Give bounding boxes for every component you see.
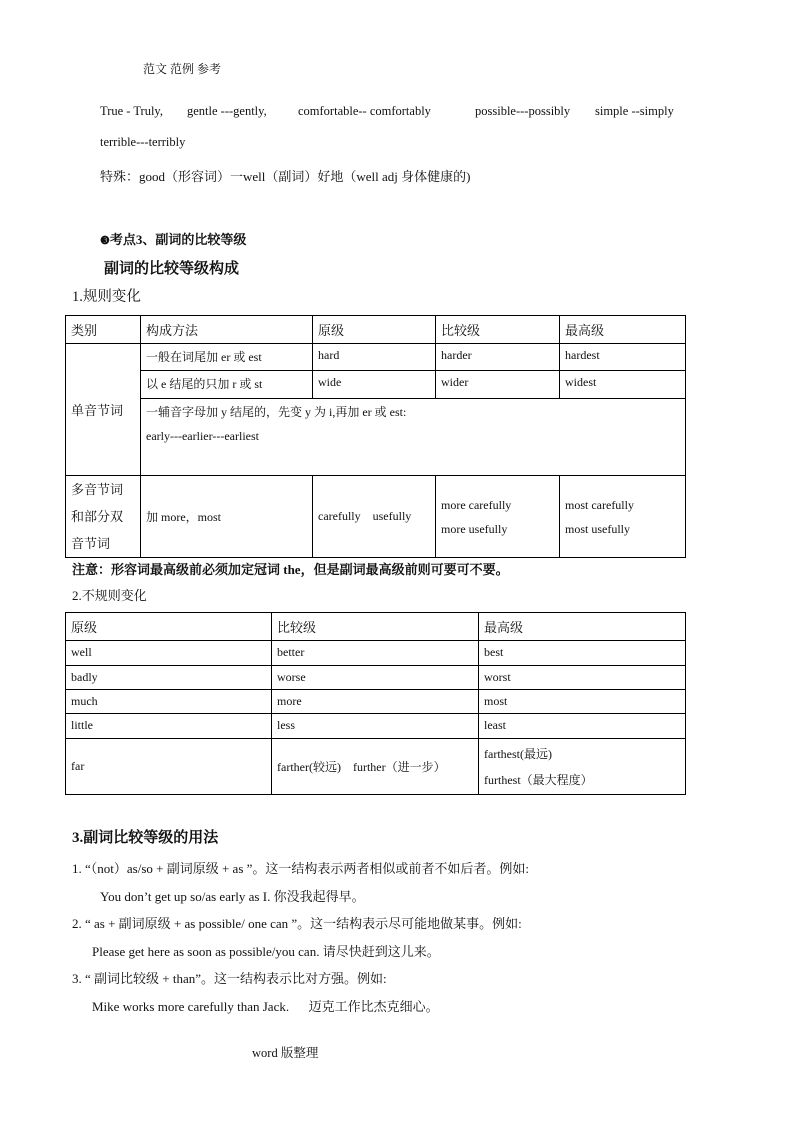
y-rule-example: early---earlier---earliest xyxy=(146,429,260,443)
multi-syllable-label: 多音节词 和部分双 音节词 xyxy=(66,476,141,558)
example-item: gentle ---gently, xyxy=(187,104,267,118)
usage-rule-1: 1. “（not）as/so + 副词原级 + as ”。这一结构表示两者相似或前者不如后者。例如: xyxy=(72,861,530,876)
table-cell: far xyxy=(66,739,272,795)
table-cell: more xyxy=(272,690,479,714)
page-header: 范文 范例 参考 xyxy=(143,62,222,76)
note-text: 注意：形容词最高级前必须加定冠词 the，但是副词最高级前则可要可不要。 xyxy=(72,562,509,577)
example-item: comfortable-- comfortably xyxy=(298,104,431,118)
table-header-cell: 原级 xyxy=(313,316,436,344)
table-cell: well xyxy=(66,641,272,666)
example-item: possible---possibly xyxy=(475,104,571,118)
table-cell: worst xyxy=(479,666,686,690)
table-cell: wide xyxy=(313,371,436,399)
table-cell: best xyxy=(479,641,686,666)
section-3-title: 3.副词比较等级的用法 xyxy=(72,830,219,846)
table-cell: much xyxy=(66,690,272,714)
circled-number-icon: ❸ xyxy=(100,235,110,247)
table-cell: most carefully most usefully xyxy=(560,476,686,558)
table-cell: 以 e 结尾的只加 r 或 st xyxy=(141,371,313,399)
table-cell: carefully usefully xyxy=(313,476,436,558)
table-cell: 一般在词尾加 er 或 est xyxy=(141,344,313,371)
examples-line-2: terrible---terribly xyxy=(100,135,186,149)
table-cell: hardest xyxy=(560,344,686,371)
table-cell: harder xyxy=(436,344,560,371)
table-cell: less xyxy=(272,714,479,739)
section-subtitle: 副词的比较等级构成 xyxy=(104,261,240,277)
table-header-cell: 最高级 xyxy=(479,613,686,641)
table-cell: widest xyxy=(560,371,686,399)
usage-example-2: Please get here as soon as possible/you can. 请尽快赶到这儿来。 xyxy=(92,944,440,959)
usage-example-1: You don’t get up so/as early as I. 你没我起得早。 xyxy=(100,889,365,904)
section-1-title: 1.规则变化 xyxy=(72,289,141,305)
table-cell: farthest(最远) furthest（最大程度） xyxy=(479,739,686,795)
table-cell: least xyxy=(479,714,686,739)
regular-change-table xyxy=(65,315,686,558)
table-header-cell: 原级 xyxy=(66,613,272,641)
table-cell: hard xyxy=(313,344,436,371)
usage-rule-2: 2. “ as + 副词原级 + as possible/ one can ”。这一结构表示尽可能地做某事。例如: xyxy=(72,916,522,931)
special-note: 特殊：good（形容词）一well（副词）好地（well adj 身体健康的) xyxy=(100,169,471,184)
table-header-cell: 类别 xyxy=(66,316,141,344)
table-cell: badly xyxy=(66,666,272,690)
irregular-change-table xyxy=(65,612,686,795)
usage-rule-3: 3. “ 副词比较级 + than”。这一结构表示比对方强。例如: xyxy=(72,971,387,986)
example-item: simple --simply xyxy=(595,104,674,118)
table-cell: most xyxy=(479,690,686,714)
single-syllable-label: 单音节词 xyxy=(66,344,141,476)
table-cell: worse xyxy=(272,666,479,690)
table-cell: farther(较远) further（进一步） xyxy=(272,739,479,795)
table-cell: better xyxy=(272,641,479,666)
table-header-cell: 最高级 xyxy=(560,316,686,344)
table-cell: more carefully more usefully xyxy=(436,476,560,558)
example-item: True - Truly, xyxy=(100,104,163,118)
section-2-title: 2.不规则变化 xyxy=(72,588,147,603)
table-header-cell: 比较级 xyxy=(436,316,560,344)
key-point-text: 考点3、副词的比较等级 xyxy=(109,232,247,247)
table-cell: 加 more，most xyxy=(141,476,313,558)
y-rule-cell xyxy=(141,399,686,476)
table-cell: little xyxy=(66,714,272,739)
key-point-heading xyxy=(100,229,246,248)
y-rule-text: 一辅音字母加 y 结尾的，先变 y 为 i,再加 er 或 est: xyxy=(146,405,407,419)
usage-example-3: Mike works more carefully than Jack. 迈克工作比杰克细心。 xyxy=(92,999,439,1014)
table-cell: wider xyxy=(436,371,560,399)
table-header-cell: 构成方法 xyxy=(141,316,313,344)
page-footer: word 版整理 xyxy=(252,1046,319,1060)
table-header-cell: 比较级 xyxy=(272,613,479,641)
